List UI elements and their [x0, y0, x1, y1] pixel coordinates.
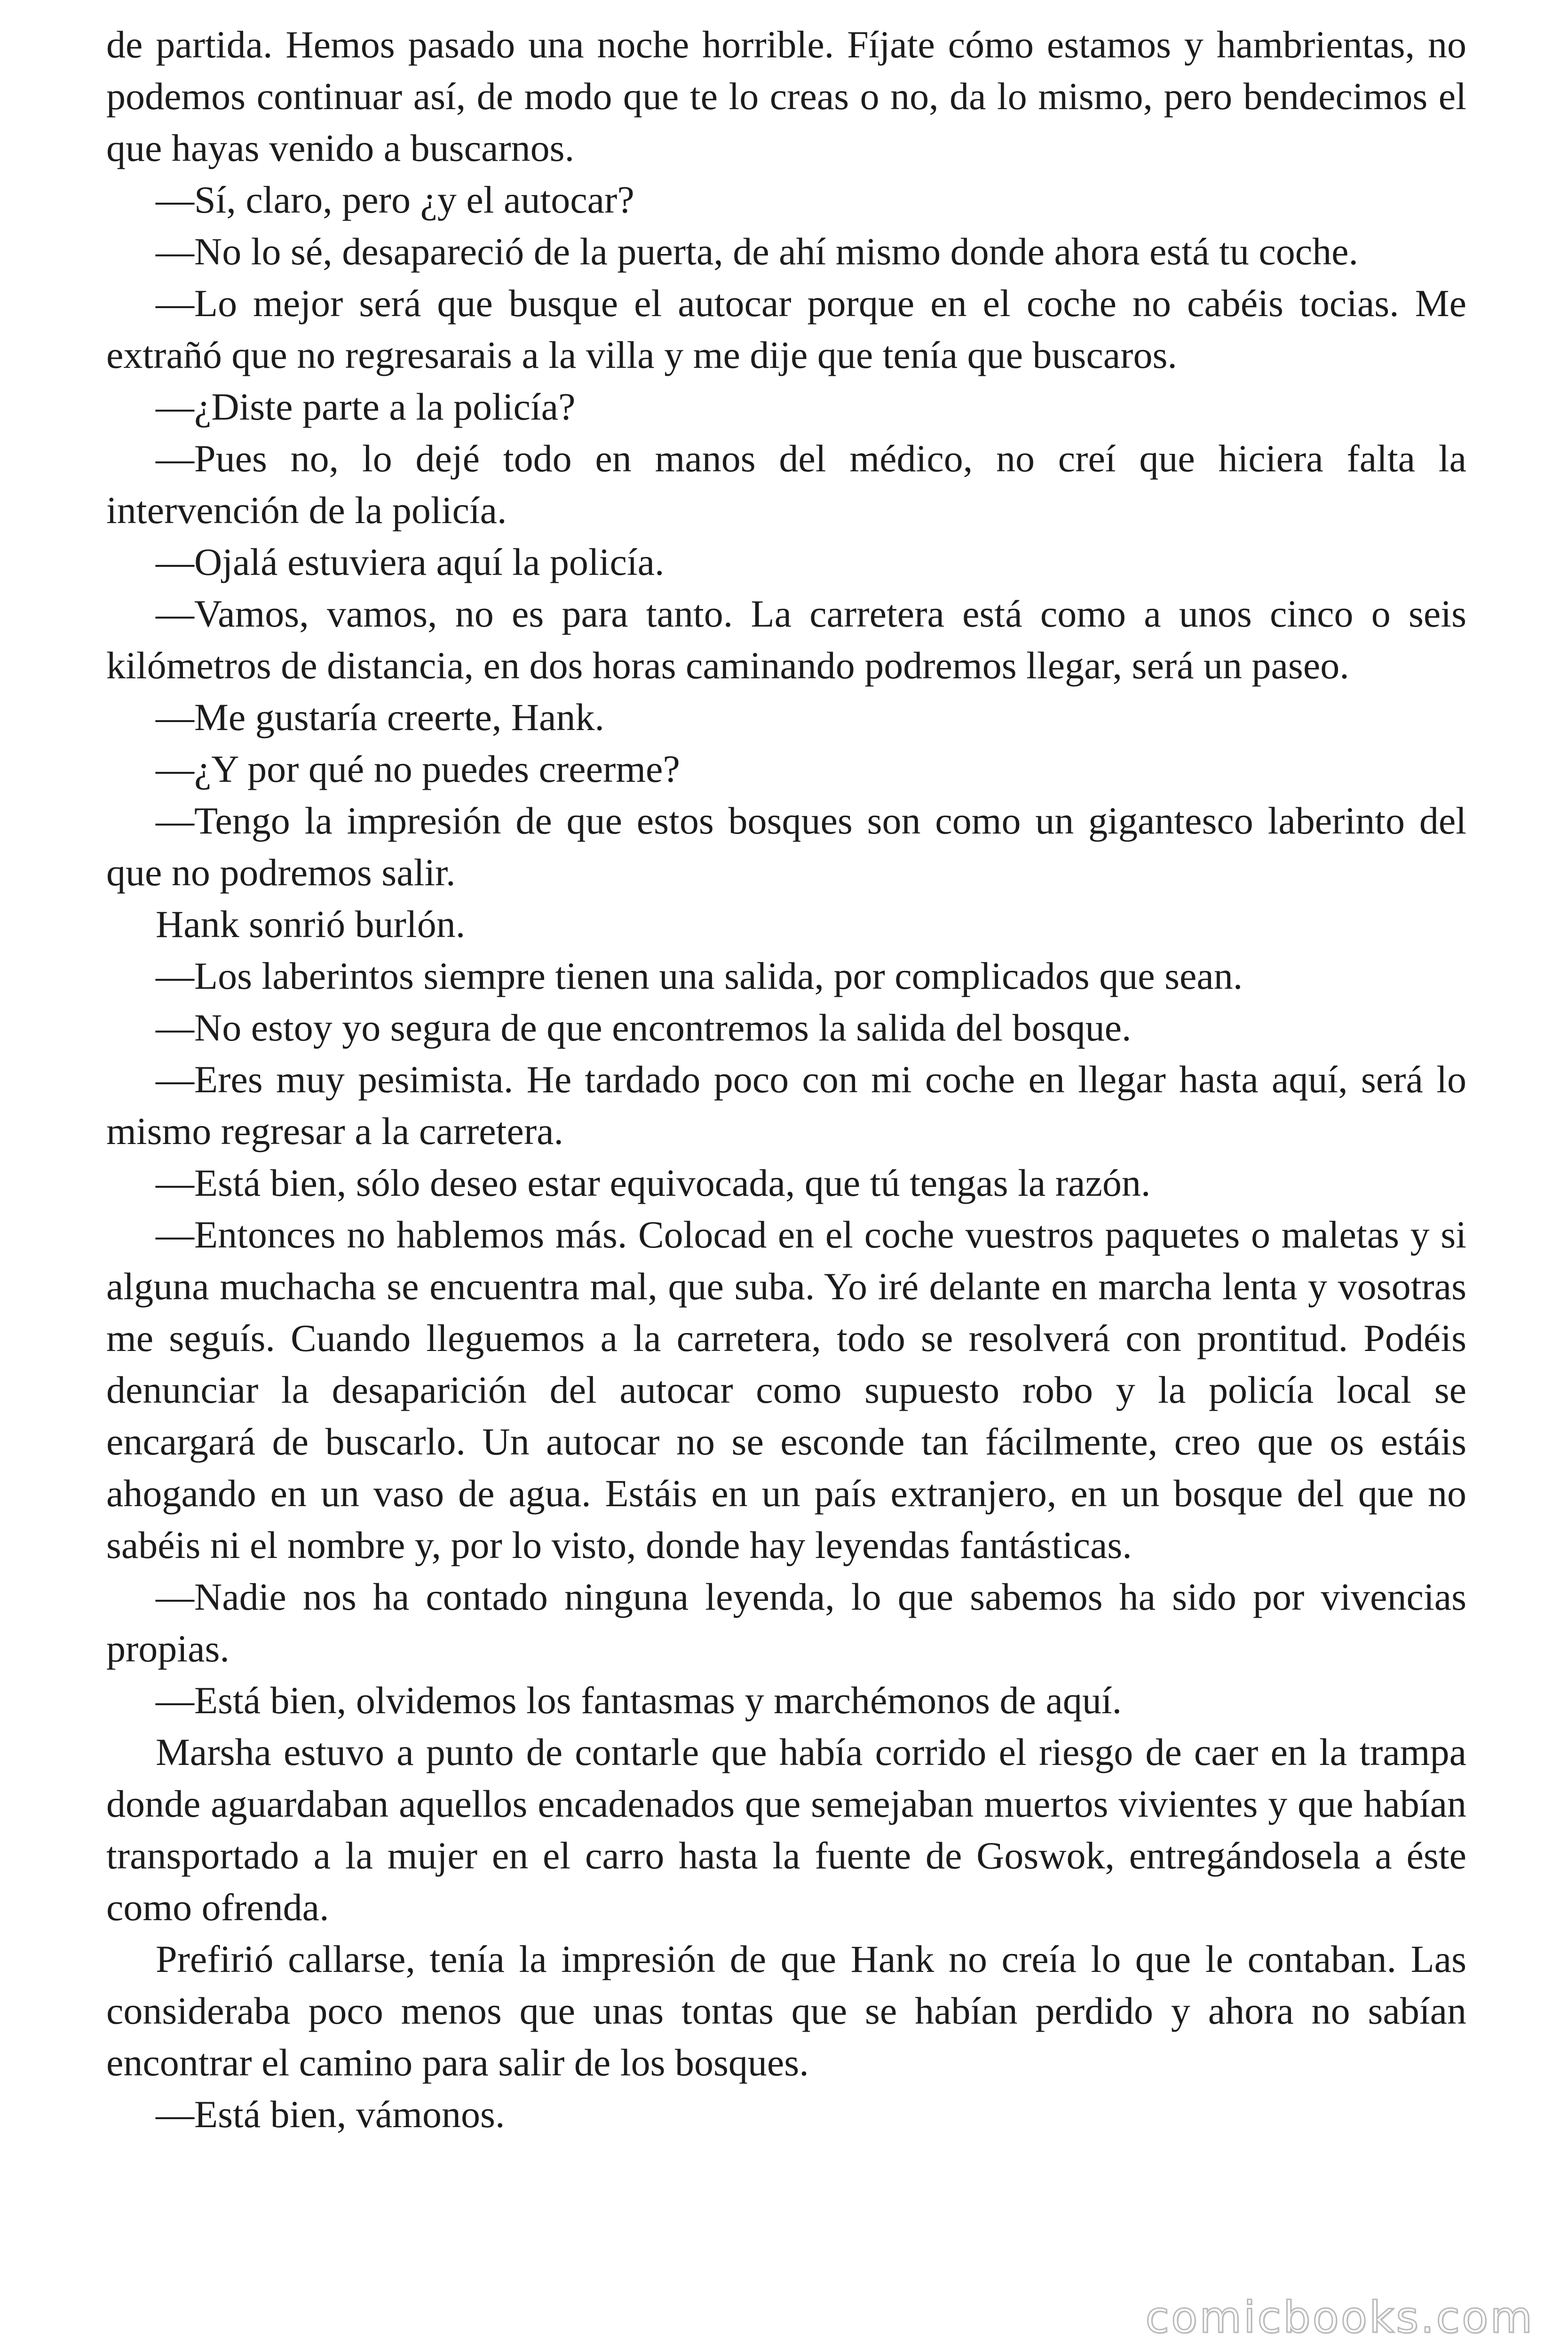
paragraph: —Los laberintos siempre tienen una salida, por complicados que sean.: [156, 954, 1243, 997]
paragraph: —¿Y por qué no puedes creerme?: [156, 747, 680, 790]
paragraph: —Está bien, vámonos.: [156, 2093, 505, 2136]
paragraph: Prefirió callarse, tenía la impresión de que Hank no creía lo que le contaban. Las consideraba poco menos que unas tontas que se habían perdido y ahora no sabían encontrar el camino para salir de los bosques.: [106, 1938, 1466, 2084]
paragraph: —Me gustaría creerte, Hank.: [156, 696, 604, 739]
paragraph: —Entonces no hablemos más. Colocad en el coche vuestros paquetes o maletas y si alguna muchacha se encuentra mal, que suba. Yo iré delante en marcha lenta y vosotras me seguís. Cuando lleguemos a la carretera, todo se resolverá con prontitud. Podéis denunciar la desaparición del autocar como supuesto robo y la policía local se encargará de buscarlo. Un autocar no se esconde tan fácilmente, creo que os estáis ahogando en un vaso de agua. Estáis en un país extranjero, en un bosque del que no sabéis ni el nombre y, por lo visto, donde hay leyendas fantásticas.: [106, 1213, 1466, 1566]
paragraph: —Lo mejor será que busque el autocar porque en el coche no cabéis tocias. Me extrañó que no regresarais a la villa y me dije que tenía que buscaros.: [106, 282, 1466, 376]
paragraph: —Está bien, sólo deseo estar equivocada, que tú tengas la razón.: [156, 1161, 1151, 1204]
paragraph: —No lo sé, desapareció de la puerta, de ahí mismo donde ahora está tu coche.: [156, 230, 1359, 273]
book-page-text: [106, 19, 1466, 2140]
paragraph-continued: de partida. Hemos pasado una noche horrible. Fíjate cómo estamos y hambrientas, no podemos continuar así, de modo que te lo creas o no, da lo mismo, pero bendecimos el que hayas venido a buscarnos.: [106, 23, 1466, 169]
paragraph: —Sí, claro, pero ¿y el autocar?: [156, 178, 634, 221]
paragraph: —Tengo la impresión de que estos bosques son como un gigantesco laberinto del que no podremos salir.: [106, 799, 1466, 894]
paragraph: —Nadie nos ha contado ninguna leyenda, lo que sabemos ha sido por vivencias propias.: [106, 1575, 1466, 1670]
paragraph: —Vamos, vamos, no es para tanto. La carretera está como a unos cinco o seis kilómetros de distancia, en dos horas caminando podremos llegar, será un paseo.: [106, 592, 1466, 687]
paragraph: —Ojalá estuviera aquí la policía.: [156, 540, 665, 583]
paragraph: —Está bien, olvidemos los fantasmas y marchémonos de aquí.: [156, 1679, 1122, 1722]
watermark: comicbooks.com: [1145, 2292, 1534, 2343]
paragraph: —¿Diste parte a la policía?: [156, 385, 576, 428]
paragraph: —Eres muy pesimista. He tardado poco con mi coche en llegar hasta aquí, será lo mismo regresar a la carretera.: [106, 1058, 1466, 1152]
paragraph: Hank sonrió burlón.: [156, 903, 466, 946]
paragraph: —No estoy yo segura de que encontremos la salida del bosque.: [156, 1006, 1132, 1049]
paragraph: —Pues no, lo dejé todo en manos del médico, no creí que hiciera falta la intervención de la policía.: [106, 437, 1466, 532]
paragraph: Marsha estuvo a punto de contarle que había corrido el riesgo de caer en la trampa donde aguardaban aquellos encadenados que semejaban muertos vivientes y que habían transportado a la mujer en el carro hasta la fuente de Goswok, entregándosela a éste como ofrenda.: [106, 1731, 1466, 1929]
